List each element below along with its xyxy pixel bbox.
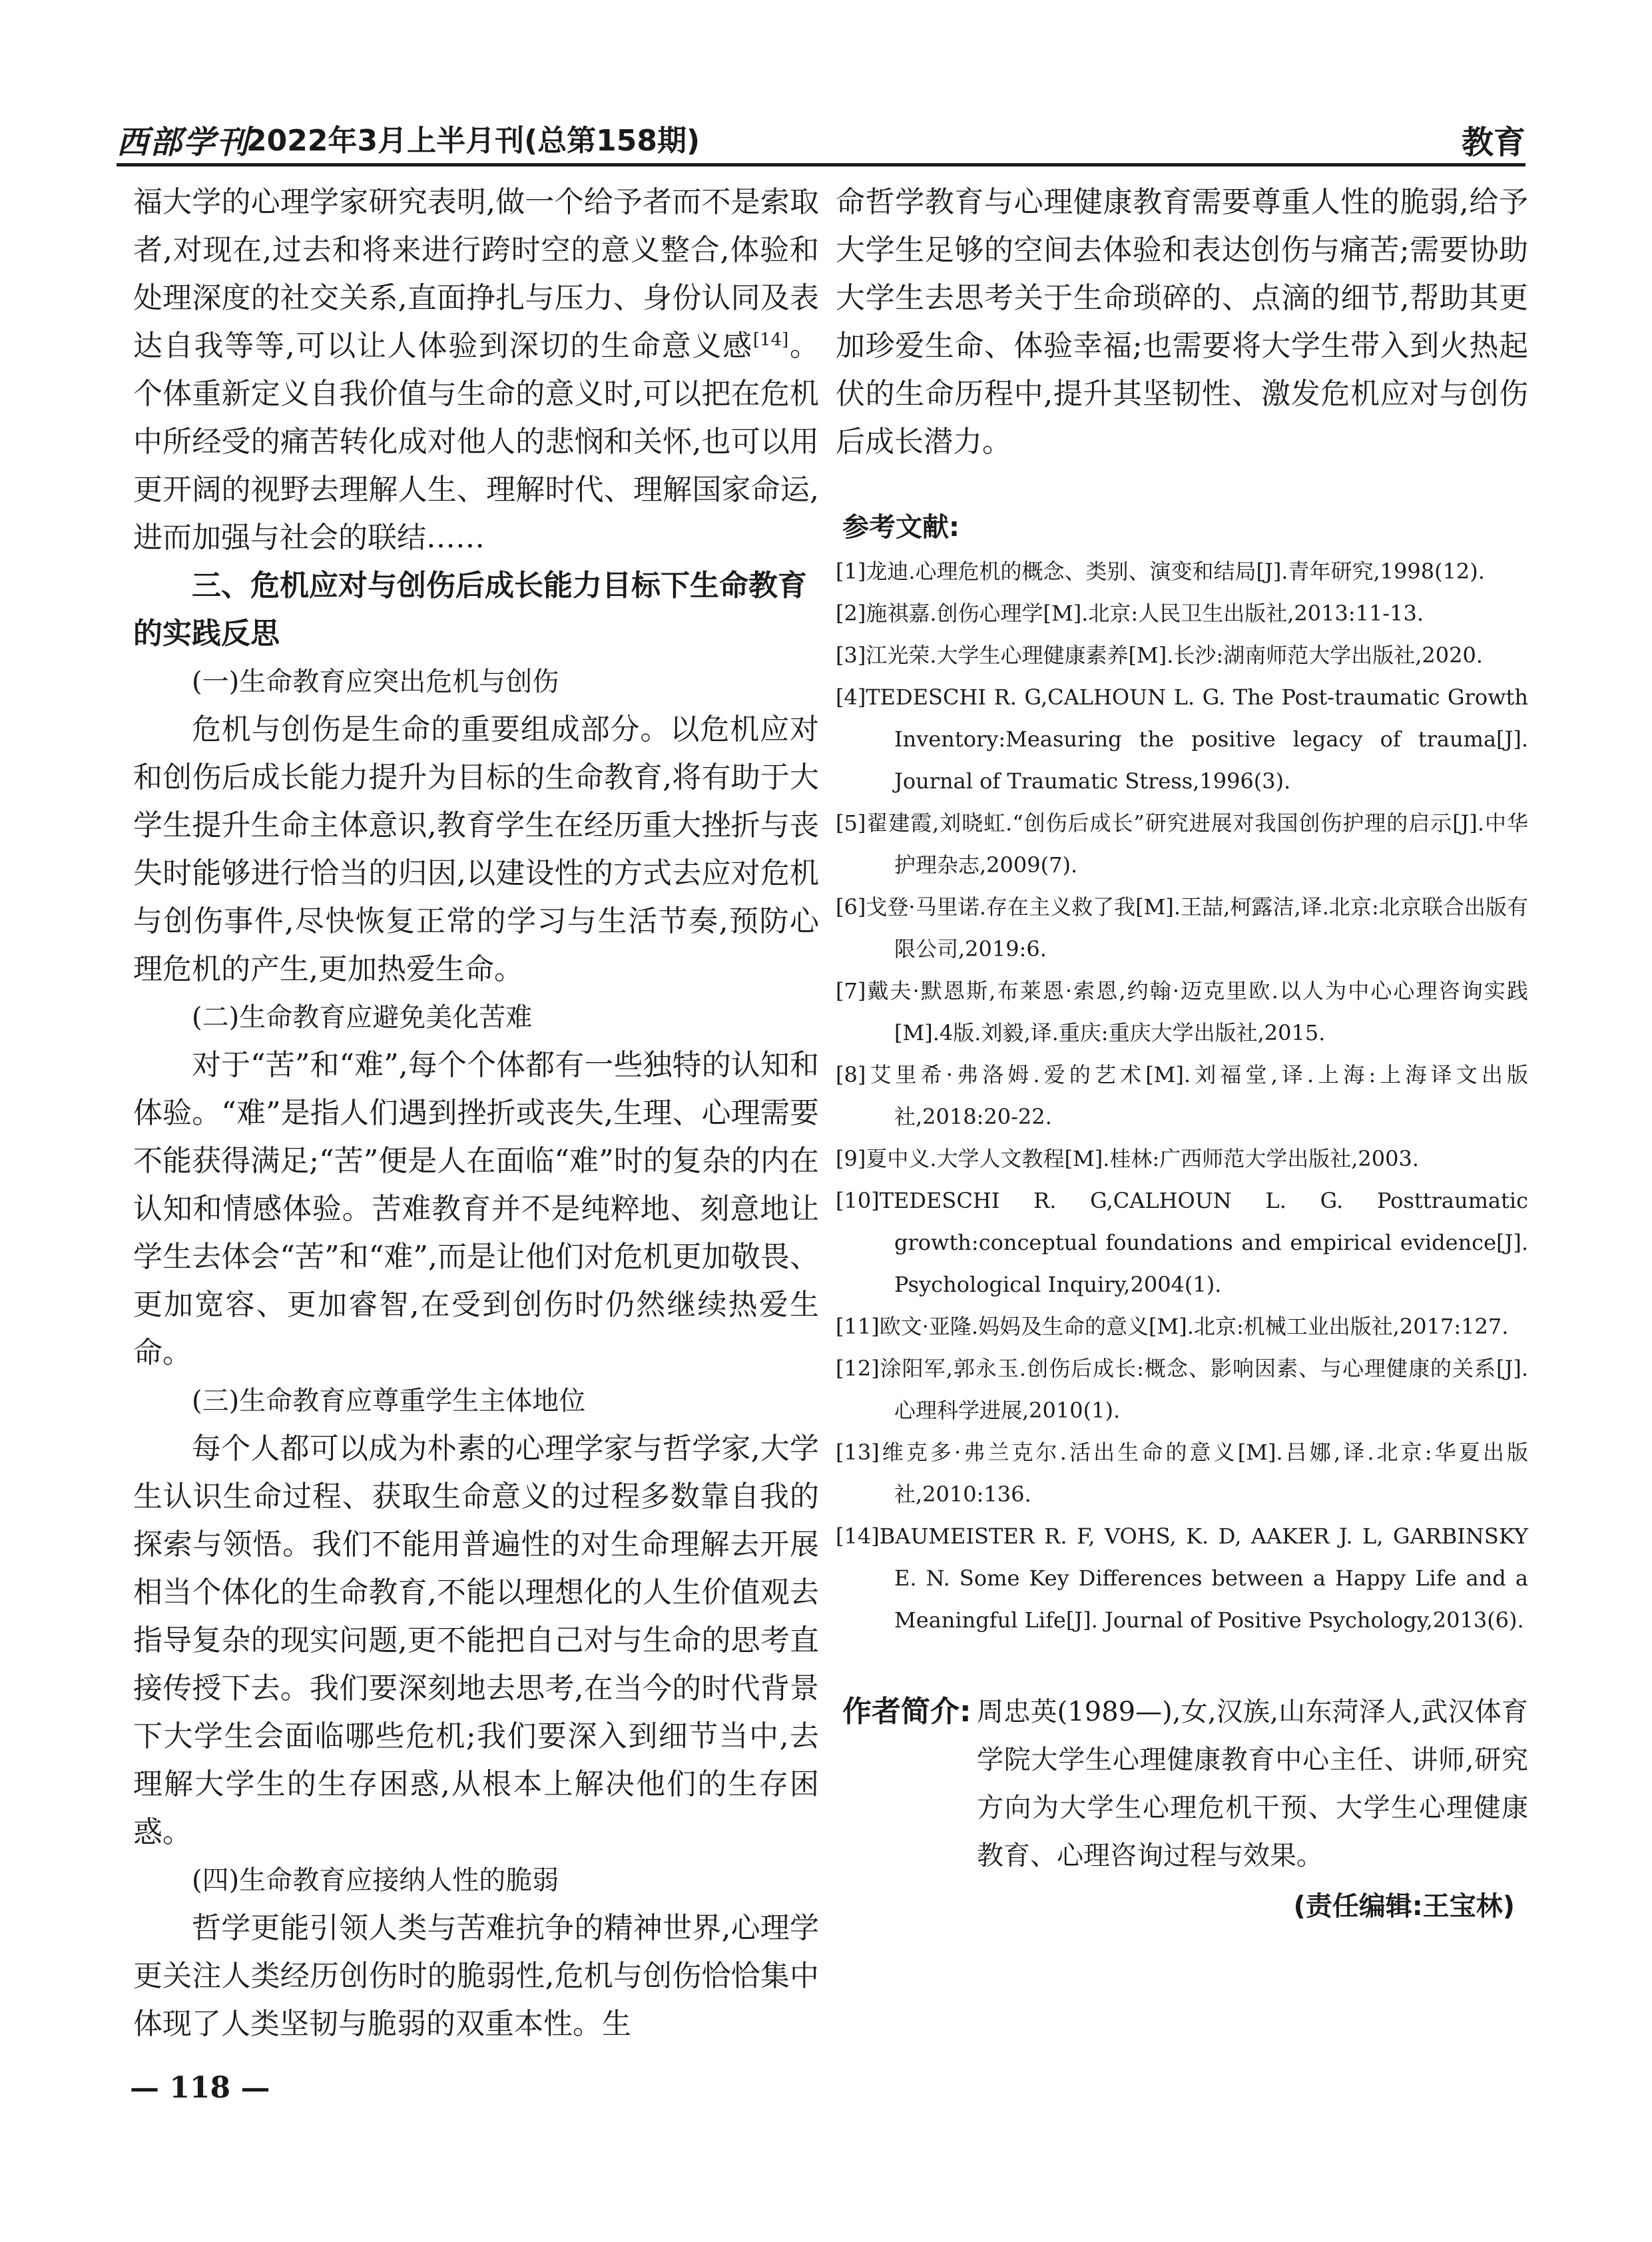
reference-item: [2]施祺嘉.创伤心理学[M].北京:人民卫生出版社,2013:11-13. <box>836 601 1424 626</box>
citation-14: [14] <box>752 330 789 350</box>
paragraph-1-tail: 。个体重新定义自我价值与生命的意义时,可以把在危机中所经受的痛苦转化成对他人的悲悯和关怀,也可以用更开阔的视野去理解人生、理解时代、理解国家命运,进而加强与社会的联结…… <box>133 329 819 555</box>
paragraph-6: 命哲学教育与心理健康教育需要尊重人性的脆弱,给予大学生足够的空间去体验和表达创伤与痛苦;需要协助大学生去思考关于生命琐碎的、点滴的细节,帮助其更加珍爱生命、体验幸福;也需要将大学生带入到火热起伏的生命历程中,提升其坚韧性、激发危机应对与创伤后成长潜力。 <box>836 185 1528 459</box>
editor-credit: (责任编辑:王宝林) <box>1293 1891 1515 1922</box>
issue-info: 2022年3月上半月刊(总第158期) <box>246 124 700 158</box>
subheading-2: (二)生命教育应避免美化苦难 <box>192 1002 533 1033</box>
reference-item: [5]翟建霞,刘晓虹.“创伤后成长”研究进展对我国创伤护理的启示[J].中华护理杂志,2009(7). <box>836 810 1528 878</box>
reference-item: [4]TEDESCHI R. G,CALHOUN L. G. The Post-traumatic Growth Inventory:Measuring the positive legacy of trauma[J]. Journal of Traumatic Stress,1996(3). <box>836 685 1528 794</box>
references-title: 参考文献: <box>842 512 960 543</box>
reference-item: [6]戈登·马里诺.存在主义救了我[M].王喆,柯露洁,译.北京:北京联合出版有限公司,2019:6. <box>836 894 1528 962</box>
author-label: 作者简介: <box>842 1695 971 1729</box>
header-rule <box>117 163 1525 166</box>
paragraph-1 <box>133 178 819 562</box>
reference-item: [11]欧文·亚隆.妈妈及生命的意义[M].北京:机械工业出版社,2017:127. <box>836 1314 1509 1339</box>
reference-item: [7]戴夫·默恩斯,布莱恩·索恩,约翰·迈克里欧.以人为中心心理咨询实践[M].4版.刘毅,译.重庆:重庆大学出版社,2015. <box>836 978 1528 1045</box>
left-column <box>133 178 819 2048</box>
references-list <box>836 551 1528 1641</box>
reference-item: [8]艾里希·弗洛姆.爱的艺术[M].刘福堂,译.上海:上海译文出版社,2018:20-22. <box>836 1062 1528 1129</box>
paragraph-2: 危机与创伤是生命的重要组成部分。以危机应对和创伤后成长能力提升为目标的生命教育,将有助于大学生提升生命主体意识,教育学生在经历重大挫折与丧失时能够进行恰当的归因,以建设性的方式去应对危机与创伤事件,尽快恢复正常的学习与生活节奏,预防心理危机的产生,更加热爱生命。 <box>133 712 819 986</box>
paragraph-1-text: 福大学的心理学家研究表明,做一个给予者而不是索取者,对现在,过去和将来进行跨时空的意义整合,体验和处理深度的社交关系,直面挣扎与压力、身份认同及表达自我等等,可以让人体验到深切的生命意义感 <box>133 185 819 363</box>
journal-logo: 西部学刊 <box>117 124 250 161</box>
page-number: — 118 — <box>130 2071 270 2105</box>
page-header <box>117 109 1525 162</box>
subheading-1: (一)生命教育应突出危机与创伤 <box>192 667 559 697</box>
paragraph-4: 每个人都可以成为朴素的心理学家与哲学家,大学生认识生命过程、获取生命意义的过程多数靠自我的探索与领悟。我们不能用普遍性的对生命理解去开展相当个体化的生命教育,不能以理想化的人生价值观去指导复杂的现实问题,更不能把自己对与生命的思考直接传授下去。我们要深刻地去思考,在当今的时代背景下大学生会面临哪些危机;我们要深入到细节当中,去理解大学生的生存困惑,从根本上解决他们的生存困惑。 <box>133 1432 819 1849</box>
reference-item: [12]涂阳军,郭永玉.创伤后成长:概念、影响因素、与心理健康的关系[J].心理科学进展,2010(1). <box>836 1356 1528 1423</box>
paragraph-5: 哲学更能引领人类与苦难抗争的精神世界,心理学更关注人类经历创伤时的脆弱性,危机与创伤恰恰集中体现了人类坚韧与脆弱的双重本性。生 <box>133 1911 819 2041</box>
author-bio-block <box>836 1688 1528 1880</box>
section-heading-3: 三、危机应对与创伤后成长能力目标下生命教育的实践反思 <box>133 569 807 651</box>
author-bio: 周忠英(1989—),女,汉族,山东菏泽人,武汉体育学院大学生心理健康教育中心主任、讲师,研究方向为大学生心理危机干预、大学生心理健康教育、心理咨询过程与效果。 <box>977 1697 1528 1871</box>
reference-item: [13]维克多·弗兰克尔.活出生命的意义[M].吕娜,译.北京:华夏出版社,2010:136. <box>836 1440 1528 1507</box>
right-column <box>836 178 1528 1923</box>
subheading-4: (四)生命教育应接纳人性的脆弱 <box>192 1865 559 1896</box>
reference-item: [10]TEDESCHI R. G,CALHOUN L. G. Posttraumatic growth:conceptual foundations and empirical evidence[J]. Psychological Inquiry,2004(1). <box>836 1188 1528 1297</box>
paragraph-3: 对于“苦”和“难”,每个个体都有一些独特的认知和体验。“难”是指人们遇到挫折或丧失,生理、心理需要不能获得满足;“苦”便是人在面临“难”时的复杂的内在认知和情感体验。苦难教育并不是纯粹地、刻意地让学生去体会“苦”和“难”,而是让他们对危机更加敬畏、更加宽容、更加睿智,在受到创伤时仍然继续热爱生命。 <box>133 1048 819 1370</box>
subheading-3: (三)生命教育应尊重学生主体地位 <box>192 1386 586 1416</box>
reference-item: [9]夏中义.大学人文教程[M].桂林:广西师范大学出版社,2003. <box>836 1146 1419 1171</box>
reference-item: [14]BAUMEISTER R. F, VOHS, K. D, AAKER J. L, GARBINSKY E. N. Some Key Differences between a Happy Life and a Meaningful Life[J]. Journal of Positive Psychology,2013(6). <box>836 1524 1528 1633</box>
section-label: 教育 <box>1461 124 1525 161</box>
reference-item: [3]江光荣.大学生心理健康素养[M].长沙:湖南师范大学出版社,2020. <box>836 643 1483 668</box>
reference-item: [1]龙迪.心理危机的概念、类别、演变和结局[J].青年研究,1998(12). <box>836 559 1485 584</box>
